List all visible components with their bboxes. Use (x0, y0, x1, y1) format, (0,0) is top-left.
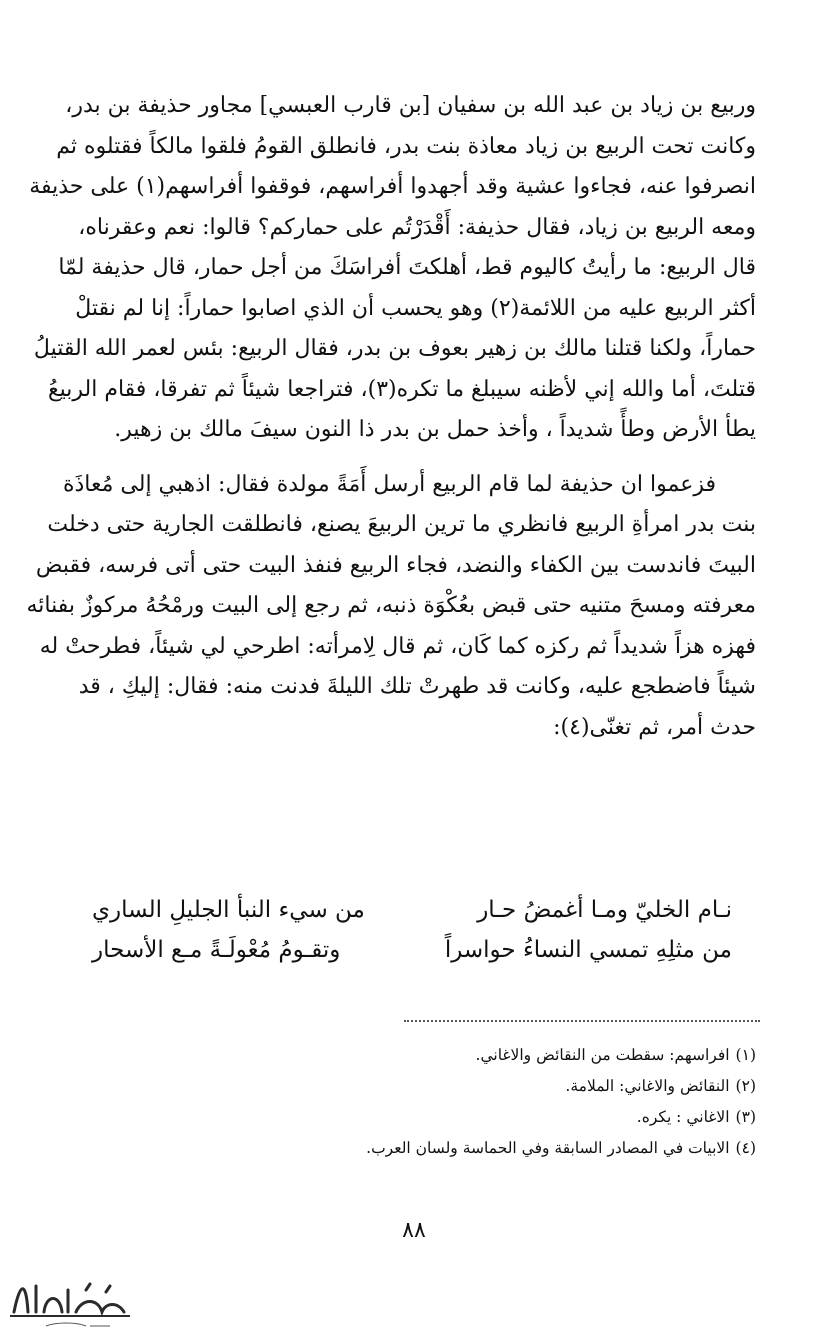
hemistich-left: وتقـومُ مُعْولَـةً مـع الأسحار (92, 937, 341, 963)
text-line: انصرفوا عنه، فجاءوا عشية وقد أجهدوا أفراسهم، فوقفوا أفراسهم(١) على حذيفة (29, 174, 756, 199)
paragraph-gap (92, 451, 756, 465)
footnote-text: افراسهم: سقطت من النقائض والاغاني. (475, 1046, 730, 1064)
text-line: وربيع بن زياد بن عبد الله بن سفيان [بن قارب العبسي] مجاور حذيفة بن بدر، (65, 93, 756, 118)
footnotes (300, 1040, 756, 1164)
footnote-text: النقائض والاغاني: الملامة. (565, 1077, 730, 1095)
text-line: يطأ الأرض وطأً شديداً ، وأخذ حمل بن بدر ذا النون سيفَ مالك بن زهير. (114, 417, 756, 442)
text-line: البيتَ فاندست بين الكفاء والنضد، فجاء الربيع فنفذ البيت حتى أتى فرسه، فقبض (35, 552, 756, 578)
page-number: ٨٨ (402, 1218, 426, 1243)
text-line: ومعه الربيع بن زياد، فقال حذيفة: أَقْدَرْتُم على حماركم؟ قالوا: نعم وعقرناه، (78, 214, 756, 240)
verse-line (92, 930, 732, 970)
footnote-number: (٤) (735, 1139, 756, 1157)
footnote-number: (١) (735, 1046, 756, 1064)
text-line: قال الربيع: ما رأيتُ كاليوم قط، أهلكتَ أفراسَكَ من أجل حمار، قال حذيفة لمّا (58, 255, 756, 280)
text-line: فزعموا ان حذيفة لما قام الربيع أرسل أَمَةً مولدة فقال: اذهبي إلى مُعاذَة (62, 471, 716, 497)
hemistich-left: من سيء النبأ الجليلِ الساري (92, 897, 365, 923)
hemistich-right: من مثلِهِ تمسي النساءُ حواسراً (444, 937, 732, 963)
text-line: شيئاً فاضطجع عليه، وكانت قد طهرتْ تلك الليلةَ فدنت منه: فقال: إليكِ ، قد (78, 674, 756, 699)
text-line: وكانت تحت الربيع بن زياد معاذة بنت بدر، فانطلق القومُ فلقوا مالكاً فقتلوه ثم (56, 133, 756, 159)
text-line: بنت بدر امرأةِ الربيع فانظري ما ترين الربيعَ يصنع، فانطلقت الجارية حتى دخلت (47, 512, 756, 537)
footnote-number: (٢) (735, 1077, 756, 1095)
poem (92, 890, 732, 970)
footnote (300, 1133, 756, 1164)
text-line: فهزه هزاً شديداً ثم ركزه كما كَان، ثم قال لِامرأته: اطرحي لي شيئاً، فطرحتْ له (39, 633, 756, 659)
footnote-divider (404, 1020, 760, 1022)
main-text (26, 86, 756, 748)
text-line: أكثر الربيع عليه من اللائمة(٢) وهو يحسب أن الذي اصابوا حماراً: إنا لم نقتلْ (75, 295, 756, 321)
footnote (300, 1102, 756, 1133)
footnote (300, 1040, 756, 1071)
footnote-number: (٣) (735, 1108, 756, 1126)
footnote-text: الابيات في المصادر السابقة وفي الحماسة ولسان العرب. (366, 1139, 730, 1157)
footnote-text: الاغاني : يكره. (636, 1108, 730, 1126)
verse-line (92, 890, 732, 930)
text-line: حدث أمر، ثم تغنّى(٤): (553, 714, 756, 740)
text-line: قتلتَ، أما والله إني لأظنه سيبلغ ما تكره(٣)، فتراجعا شيئاً ثم تفرقا، فقام الربيعُ (47, 376, 756, 402)
library-stamp-icon (6, 1272, 136, 1334)
hemistich-right: نـام الخليّ ومـا أغمضُ حـار (477, 897, 732, 923)
text-line: معرفته ومسحَ متنيه حتى قبض بعُكْوَة ذنبه، ثم رجع إلى البيت ورمْحُهُ مركوزٌ بفنائه (26, 593, 756, 618)
footnote (300, 1071, 756, 1102)
text-line: حماراً، ولكنا قتلنا مالك بن زهير بعوف بن بدر، فقال الربيع: بئس لعمر الله القتيلُ (33, 336, 756, 361)
